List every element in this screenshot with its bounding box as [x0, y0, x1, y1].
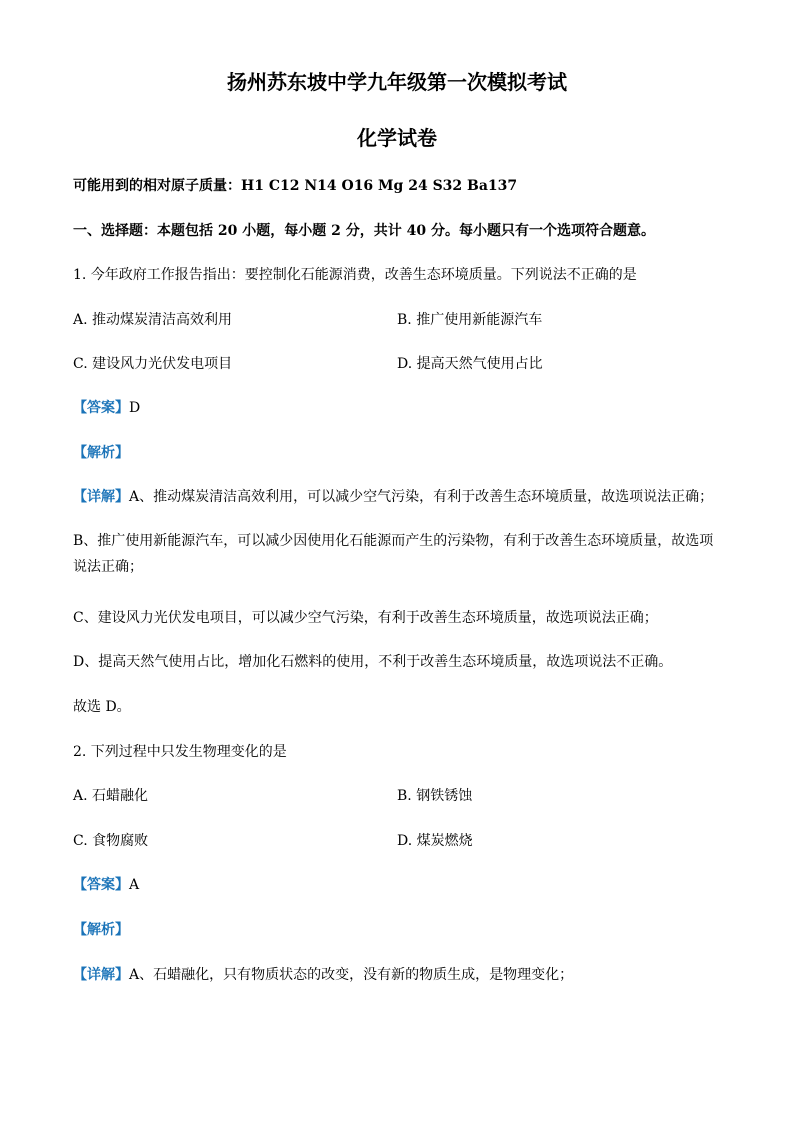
atomic-mass-note: 可能用到的相对原子质量：H1 C12 N14 O16 Mg 24 S32 Ba137: [73, 178, 518, 194]
question-1-answer: [73, 398, 140, 418]
question-1-stem: 1. 今年政府工作报告指出：要控制化石能源消费，改善生态环境质量。下列说法不正确的是: [73, 267, 637, 283]
question-1-detail-d: D、提高天然气使用占比，增加化石燃料的使用，不利于改善生态环境质量，故选项说法不正确。: [73, 654, 673, 670]
question-1-conclusion: 故选 D。: [73, 699, 131, 715]
detail-tag: 【详解】: [73, 489, 129, 505]
exam-subtitle: 化学试卷: [357, 126, 437, 150]
detail-line: A、推动煤炭清洁高效利用，可以减少空气污染，有利于改善生态环境质量，故选项说法正确；: [129, 489, 714, 505]
question-2-detail-a: [73, 965, 573, 985]
question-2-stem: 2. 下列过程中只发生物理变化的是: [73, 744, 287, 760]
section-heading: 一、选择题：本题包括 20 小题，每小题 2 分，共计 40 分。每小题只有一个选项符合题意。: [73, 223, 655, 239]
answer-value: D: [129, 400, 141, 416]
answer-tag: 【答案】: [73, 877, 129, 893]
question-1-option-d: D. 提高天然气使用占比: [397, 356, 543, 372]
question-2-analysis-tag: [73, 920, 129, 940]
exam-title: 扬州苏东坡中学九年级第一次模拟考试: [227, 70, 567, 94]
analysis-tag: 【解析】: [73, 445, 129, 461]
question-2-option-c: C. 食物腐败: [73, 833, 149, 849]
detail-tag: 【详解】: [73, 967, 129, 983]
question-1-option-a: A. 推动煤炭清洁高效利用: [73, 312, 233, 328]
question-1-option-b: B. 推广使用新能源汽车: [397, 312, 543, 328]
analysis-tag: 【解析】: [73, 922, 129, 938]
question-2-option-a: A. 石蜡融化: [73, 788, 149, 804]
question-2-answer: [73, 875, 139, 895]
detail-line: A、石蜡融化，只有物质状态的改变，没有新的物质生成，是物理变化；: [129, 967, 574, 983]
question-2-option-d: D. 煤炭燃烧: [397, 833, 473, 849]
question-2-option-b: B. 钢铁锈蚀: [397, 788, 473, 804]
answer-value: A: [129, 877, 140, 893]
question-1-option-c: C. 建设风力光伏发电项目: [73, 356, 233, 372]
question-1-detail-a: [73, 487, 713, 507]
question-1-detail-b: B、推广使用新能源汽车，可以减少因使用化石能源而产生的污染物，有利于改善生态环境质量，故选项说法正确；: [73, 533, 714, 575]
question-1-detail-c: C、建设风力光伏发电项目，可以减少空气污染，有利于改善生态环境质量，故选项说法正确；: [73, 610, 658, 626]
question-1-analysis-tag: [73, 443, 129, 463]
answer-tag: 【答案】: [73, 400, 129, 416]
